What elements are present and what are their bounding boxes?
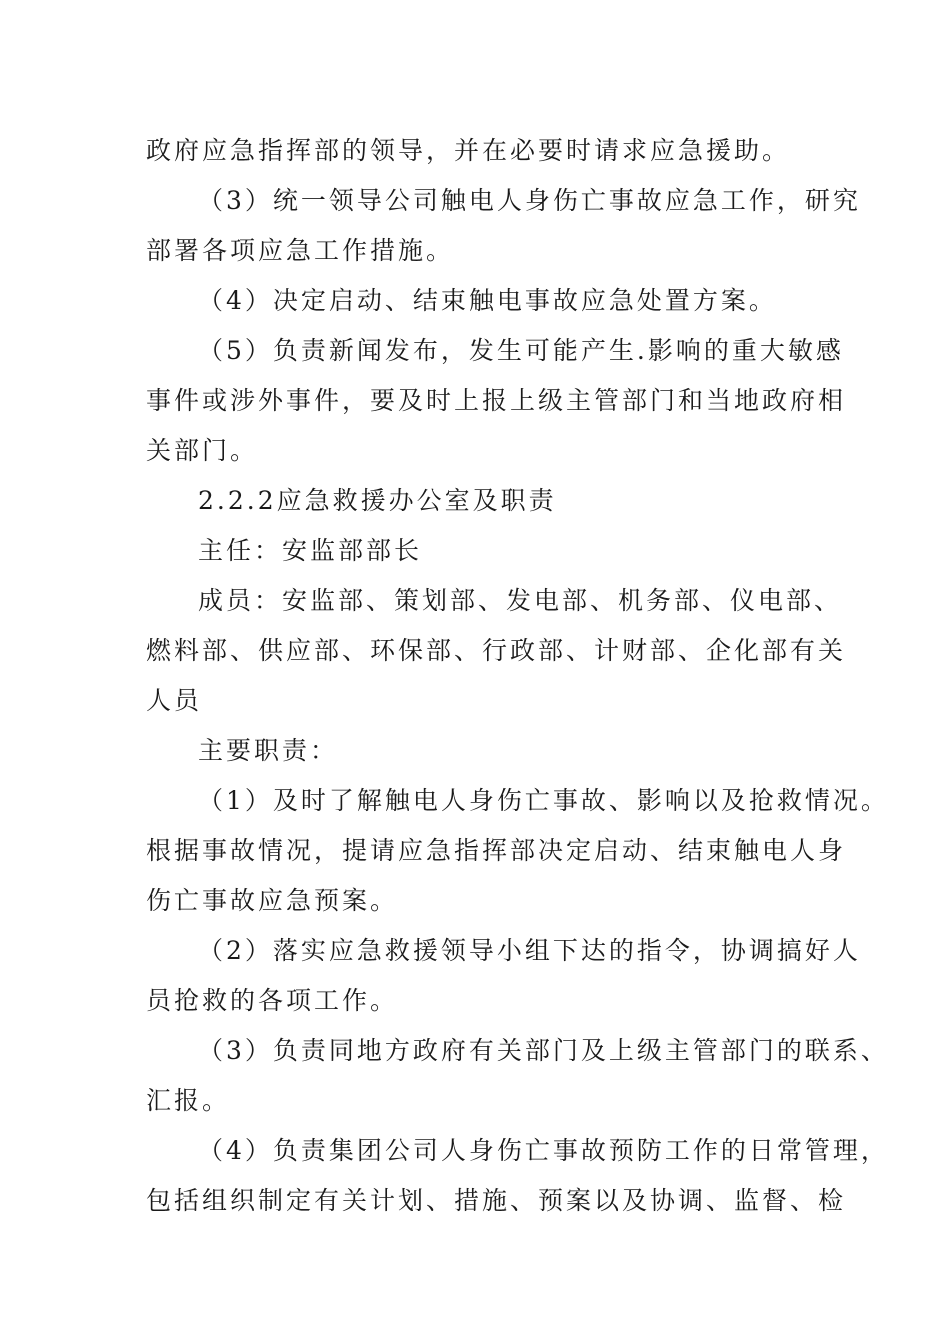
paragraph-line: （1）及时了解触电人身伤亡事故、影响以及抢救情况。 xyxy=(198,786,889,815)
paragraph-line: 关部门。 xyxy=(146,436,259,465)
paragraph-line: 包括组织制定有关计划、措施、预案以及协调、监督、检 xyxy=(146,1186,847,1215)
paragraph-line: 部署各项应急工作措施。 xyxy=(146,236,455,265)
paragraph-line: 主任：安监部部长 xyxy=(198,536,423,565)
section-heading: 2.2.2应急救援办公室及职责 xyxy=(198,486,557,515)
paragraph-line: 员抢救的各项工作。 xyxy=(146,986,399,1015)
paragraph-line: 人员 xyxy=(146,686,203,715)
paragraph-line: 主要职责： xyxy=(198,736,339,765)
paragraph-line: （4）负责集团公司人身伤亡事故预防工作的日常管理， xyxy=(198,1136,889,1165)
paragraph-line: 成员：安监部、策划部、发电部、机务部、仪电部、 xyxy=(198,586,843,615)
paragraph-line: 伤亡事故应急预案。 xyxy=(146,886,399,915)
paragraph-line: （5）负责新闻发布，发生可能产生.影响的重大敏感 xyxy=(198,336,844,365)
paragraph-line: 事件或涉外事件，要及时上报上级主管部门和当地政府相 xyxy=(146,386,847,415)
paragraph-line: 汇报。 xyxy=(146,1086,231,1115)
paragraph-line: 根据事故情况，提请应急指挥部决定启动、结束触电人身 xyxy=(146,836,847,865)
paragraph-line: 政府应急指挥部的领导，并在必要时请求应急援助。 xyxy=(146,136,791,165)
paragraph-line: 燃料部、供应部、环保部、行政部、计财部、企化部有关 xyxy=(146,636,847,665)
paragraph-line: （3）统一领导公司触电人身伤亡事故应急工作，研究 xyxy=(198,186,861,215)
paragraph-line: （3）负责同地方政府有关部门及上级主管部门的联系、 xyxy=(198,1036,889,1065)
paragraph-line: （4）决定启动、结束触电事故应急处置方案。 xyxy=(198,286,777,315)
paragraph-line: （2）落实应急救援领导小组下达的指令，协调搞好人 xyxy=(198,936,861,965)
